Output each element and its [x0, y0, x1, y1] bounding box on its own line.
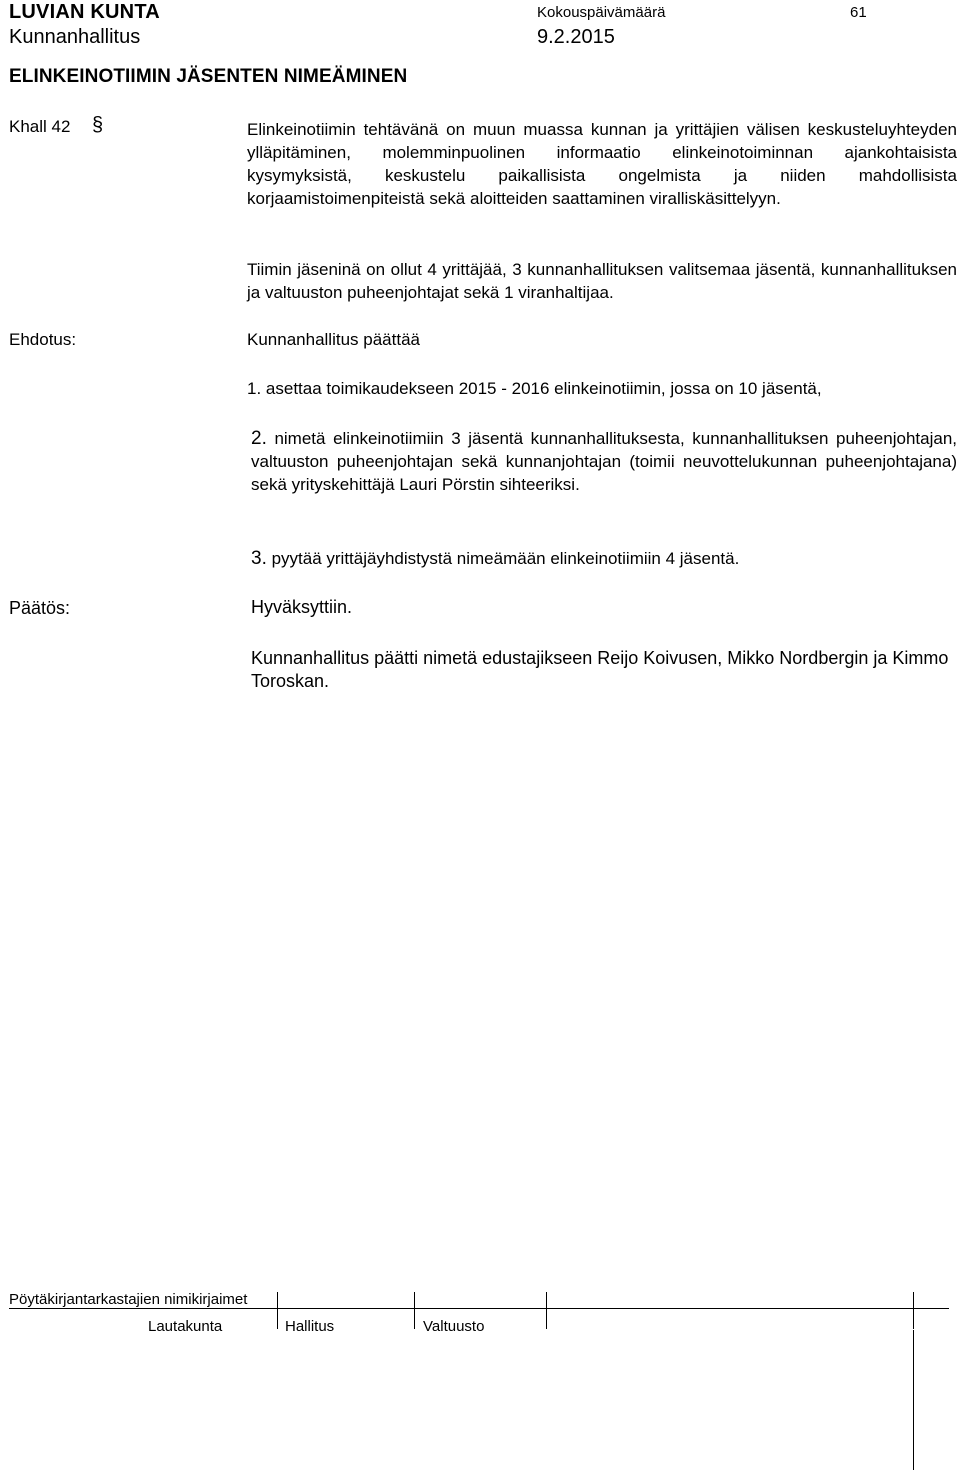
proposal-item-2 [251, 427, 957, 496]
item-number: 1. [247, 379, 262, 398]
item-number: 3. [251, 548, 267, 569]
organization-name: LUVIAN KUNTA [9, 1, 160, 23]
signatures-label: Pöytäkirjantarkastajien nimikirjaimet [9, 1291, 248, 1308]
footer-right-edge [913, 1330, 914, 1470]
footer-column-divider [546, 1292, 547, 1329]
item-number: 2. [251, 428, 267, 449]
footer-column-valtuusto: Valtuusto [423, 1318, 485, 1335]
department-name: Kunnanhallitus [9, 26, 141, 48]
footer-column-divider [277, 1292, 278, 1329]
footer-column-hallitus: Hallitus [285, 1318, 335, 1335]
footer-column-divider [913, 1292, 914, 1329]
footer-divider [9, 1308, 949, 1309]
section-mark: § [92, 114, 104, 136]
item-text: pyytää yrittäjäyhdistystä nimeämään elinkeinotiimiin 4 jäsentä. [266, 549, 740, 568]
meeting-date-label: Kokouspäivämäärä [537, 4, 666, 21]
item-text: nimetä elinkeinotiimiin 3 jäsentä kunnanhallituksesta, kunnanhallituksen puheenjohtajan, valtuuston puheenjohtajan sekä kunnanjohtajan (toimii neuvottelukunnan puheenjohtajana) sekä yrityskehittäjä Lauri Pörstin sihteeriksi. [251, 429, 957, 494]
decision-text: Kunnanhallitus päätti nimetä edustajikseen Reijo Koivusen, Mikko Nordbergin ja Kimmo Toroskan. [251, 648, 949, 691]
background-paragraph-1: Elinkeinotiimin tehtävänä on muun muassa kunnan ja yrittäjien välisen keskusteluyhteyden ylläpitäminen, molemminpuolinen informaatio elinkeinotoiminnan ajankohtaisista kysymyksistä, keskustelu paikallisista ongelmista ja niiden mahdollisista korjaamistoimenpiteistä sekä aloitteiden saattaminen viralliskäsittelyyn. [247, 120, 957, 208]
document-title: ELINKEINOTIIMIN JÄSENTEN NIMEÄMINEN [9, 66, 408, 87]
case-reference: Khall 42 [9, 117, 71, 136]
proposal-item-3 [251, 548, 739, 570]
proposal-item-1 [247, 379, 822, 399]
item-text: asettaa toimikaudekseen 2015 - 2016 elinkeinotiimin, jossa on 10 jäsentä, [261, 379, 822, 398]
page-number: 61 [850, 4, 867, 21]
decision-label: Päätös: [9, 598, 71, 618]
proposal-intro: Kunnanhallitus päättää [247, 330, 420, 349]
footer-column-lautakunta: Lautakunta [148, 1318, 223, 1335]
meeting-date: 9.2.2015 [537, 26, 615, 48]
background-paragraph-2: Tiimin jäseninä on ollut 4 yrittäjää, 3 kunnanhallituksen valitsemaa jäsentä, kunnanhallituksen ja valtuuston puheenjohtajat sekä 1 viranhaltijaa. [247, 260, 957, 302]
proposal-label: Ehdotus: [9, 330, 77, 349]
footer-column-divider [414, 1292, 415, 1329]
decision-approved: Hyväksyttiin. [251, 597, 353, 617]
